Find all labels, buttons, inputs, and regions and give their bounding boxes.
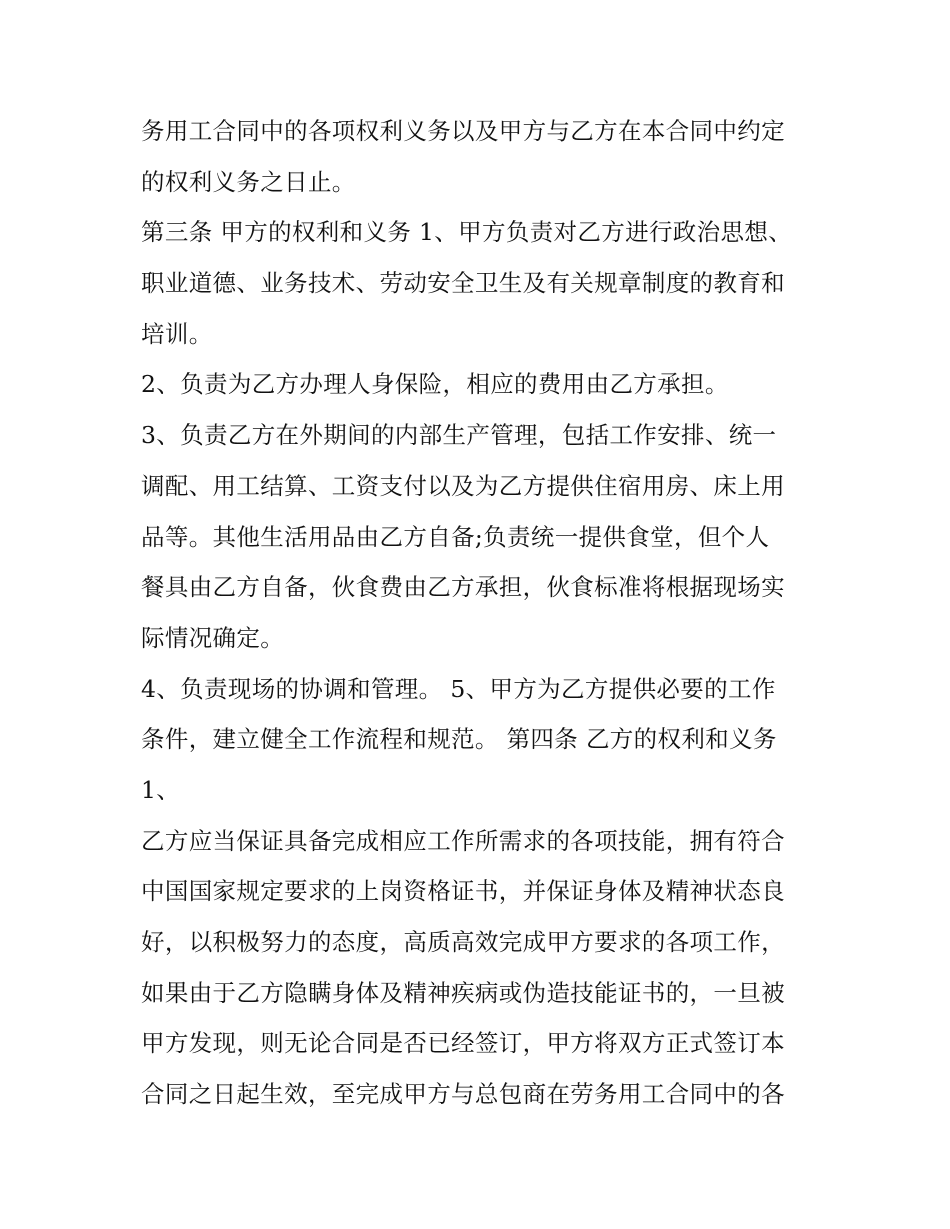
contract-text-block	[141, 106, 821, 1120]
text-line: 条件，建立健全工作流程和规范。 第四条 乙方的权利和义务	[141, 725, 777, 754]
text-line: 务用工合同中的各项权利义务以及甲方与乙方在本合同中约定	[141, 117, 785, 145]
text-line: 品等。其他生活用品由乙方自备;负责统一提供食堂，但个人	[141, 522, 770, 551]
text-line: 职业道德、业务技术、劳动安全卫生及有关规章制度的教育和	[141, 269, 785, 298]
text-line: 4、负责现场的协调和管理。 5、甲方为乙方提供必要的工作	[141, 674, 776, 703]
text-line: 乙方应当保证具备完成相应工作所需求的各项技能，拥有符合	[141, 826, 785, 855]
text-line: 培训。	[141, 319, 213, 348]
text-line: 中国国家规定要求的上岗资格证书，并保证身体及精神状态良	[141, 877, 785, 906]
text-line: 合同之日起生效，至完成甲方与总包商在劳务用工合同中的各	[141, 1080, 785, 1109]
text-line: 1、	[141, 775, 181, 804]
text-line: 第三条 甲方的权利和义务 1、甲方负责对乙方进行政治思想、	[141, 218, 793, 247]
text-line: 2、负责为乙方办理人身保险，相应的费用由乙方承担。	[141, 370, 729, 399]
text-line: 际情况确定。	[141, 623, 285, 652]
text-line: 好，以积极努力的态度，高质高效完成甲方要求的各项工作，	[141, 928, 785, 956]
text-line: 如果由于乙方隐瞒身体及精神疾病或伪造技能证书的，一旦被	[141, 978, 785, 1007]
text-line: 餐具由乙方自备，伙食费由乙方承担，伙食标准将根据现场实	[141, 573, 785, 602]
text-line: 的权利义务之日止。	[141, 167, 356, 196]
text-line: 甲方发现，则无论合同是否已经签订，甲方将双方正式签订本	[141, 1029, 785, 1058]
text-line: 3、负责乙方在外期间的内部生产管理，包括工作安排、统一	[141, 421, 777, 450]
text-line: 调配、用工结算、工资支付以及为乙方提供住宿用房、床上用	[141, 471, 785, 500]
